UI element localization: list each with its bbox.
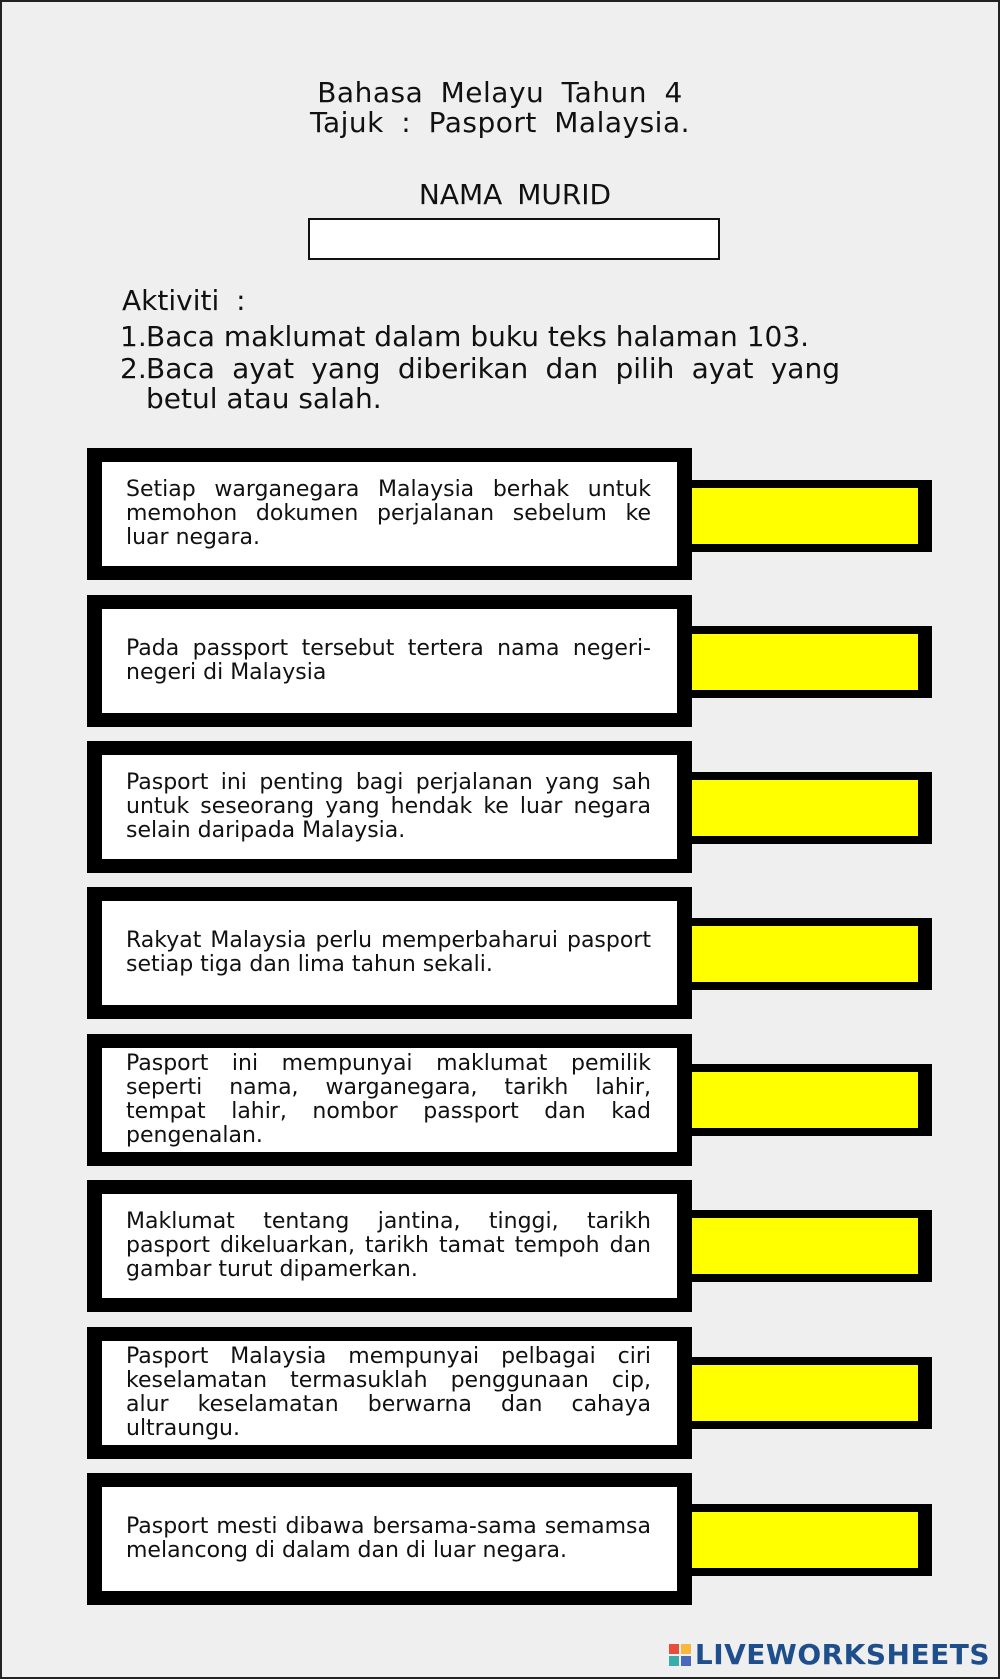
answer-drop-target-8[interactable] [692,1512,918,1568]
statement-text: Pasport ini mempunyai maklumat pemilik seperti nama, warganegara, tarikh lahir, tempat lahir, nombor passport dan kad pengenalan. [126,1051,651,1148]
instruction-item-1 [120,322,840,352]
statement-box [102,462,677,566]
answer-slot-frame-1 [692,480,932,552]
liveworksheets-logo[interactable] [669,1638,990,1671]
statement-box [102,755,677,859]
answer-slot-frame-3 [692,772,932,844]
statement-card-7 [87,1327,692,1459]
statement-box [102,1487,677,1591]
student-name-label: NAMA MURID [418,178,612,211]
answer-drop-target-7[interactable] [692,1365,918,1421]
statement-text: Pasport mesti dibawa bersama-sama semamsa melancong di dalam dan di luar negara. [126,1514,651,1563]
instruction-number: 1. [120,320,147,353]
answer-drop-target-5[interactable] [692,1072,918,1128]
statement-box [102,609,677,713]
worksheet-topic-title: Tajuk : Pasport Malaysia. [309,106,691,139]
answer-slot-frame-6 [692,1210,932,1282]
statement-box [102,1194,677,1298]
instruction-item-2 [120,354,840,414]
answer-slot-frame-2 [692,626,932,698]
instruction-text: Baca maklumat dalam buku teks halaman 103. [146,320,810,353]
instruction-number: 2. [120,352,147,385]
answer-slot-frame-5 [692,1064,932,1136]
liveworksheets-logo-icon [669,1644,691,1666]
answer-slot-frame-8 [692,1504,932,1576]
answer-drop-target-1[interactable] [692,488,918,544]
statement-card-1 [87,448,692,580]
statement-text: Pada passport tersebut tertera nama negeri-negeri di Malaysia [126,636,651,685]
statement-card-8 [87,1473,692,1605]
statement-box [102,901,677,1005]
statement-card-2 [87,595,692,727]
answer-slot-frame-4 [692,918,932,990]
statement-card-4 [87,887,692,1019]
statement-text: Setiap warganegara Malaysia berhak untuk memohon dokumen perjalanan sebelum ke luar negara. [126,477,651,550]
liveworksheets-logo-text: LIVEWORKSHEETS [694,1638,990,1671]
activity-heading: Aktiviti : [122,284,246,317]
statement-card-3 [87,741,692,873]
student-name-input[interactable] [308,218,720,260]
instruction-text: Baca ayat yang diberikan dan pilih ayat yang betul atau salah. [146,352,840,415]
statement-box [102,1048,677,1152]
answer-slot-frame-7 [692,1357,932,1429]
statement-box [102,1341,677,1445]
answer-drop-target-6[interactable] [692,1218,918,1274]
worksheet-subject-title: Bahasa Melayu Tahun 4 [317,76,683,109]
statement-text: Maklumat tentang jantina, tinggi, tarikh pasport dikeluarkan, tarikh tamat tempoh dan gambar turut dipamerkan. [126,1209,651,1282]
answer-drop-target-4[interactable] [692,926,918,982]
statement-card-5 [87,1034,692,1166]
answer-drop-target-2[interactable] [692,634,918,690]
statement-card-6 [87,1180,692,1312]
statement-text: Pasport Malaysia mempunyai pelbagai ciri keselamatan termasuklah penggunaan cip, alur keselamatan berwarna dan cahaya ultraungu. [126,1344,651,1441]
statement-text: Rakyat Malaysia perlu memperbaharui pasport setiap tiga dan lima tahun sekali. [126,928,651,977]
statement-text: Pasport ini penting bagi perjalanan yang sah untuk seseorang yang hendak ke luar negara selain daripada Malaysia. [126,770,651,843]
answer-drop-target-3[interactable] [692,780,918,836]
